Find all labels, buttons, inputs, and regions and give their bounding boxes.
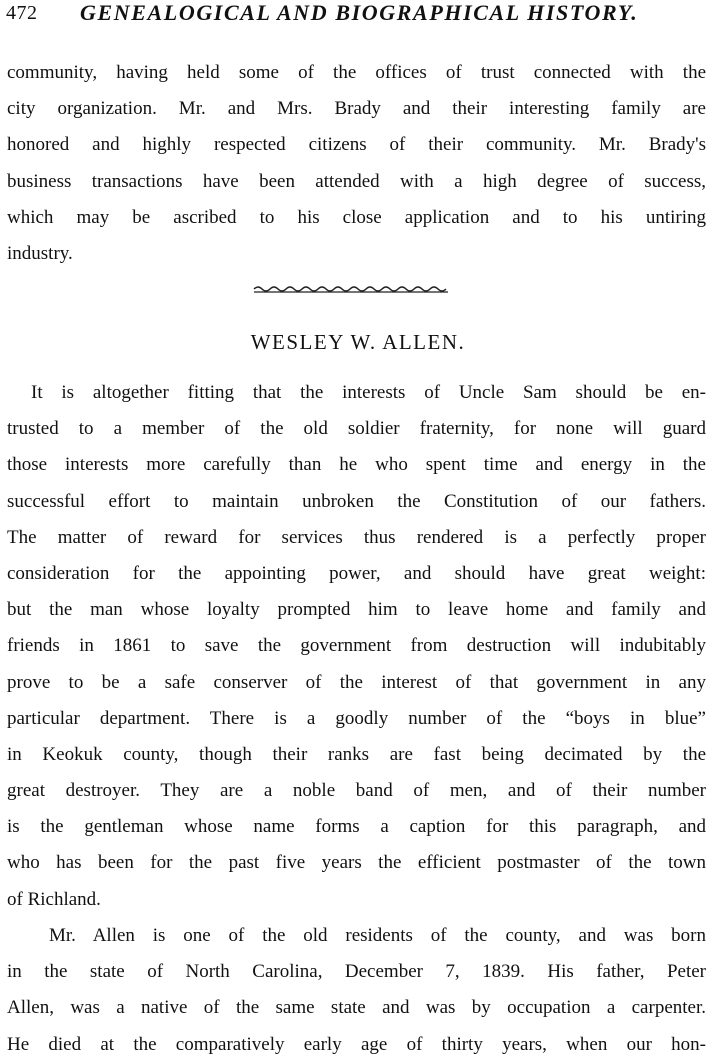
biography-paragraph-2 [7, 918, 706, 1063]
text-line: which may be ascribed to his close application and to his untiring [7, 206, 706, 228]
text-line: consideration for the appointing power, and should have great weight: [7, 562, 706, 584]
text-line: The matter of reward for services thus rendered is a perfectly proper [7, 526, 706, 548]
text-line: community, having held some of the offices of trust connected with the [7, 62, 706, 83]
text-line: Mr. Allen is one of the old residents of the county, and was born [49, 925, 706, 946]
text-line: those interests more carefully than he who spent time and energy in the [7, 454, 706, 476]
text-line: in the state of North Carolina, December 7, 1839. His father, Peter [7, 961, 706, 983]
text-line: He died at the comparatively early age of thirty years, when our hon- [7, 1033, 706, 1055]
text-line: It is altogether fitting that the interests of Uncle Sam should be en- [31, 382, 706, 403]
text-line: particular department. There is a goodly number of the “boys in blue” [7, 707, 706, 729]
section-heading: WESLEY W. ALLEN. [250, 330, 466, 354]
page-number: 472 [6, 2, 38, 24]
text-line: friends in 1861 to save the government from destruction will indubitably [7, 635, 706, 657]
running-title: GENEALOGICAL AND BIOGRAPHICAL HISTORY. [80, 0, 639, 25]
wavy-divider-ornament [252, 282, 450, 296]
text-line: successful effort to maintain unbroken the Constitution of our fathers. [7, 490, 706, 512]
text-line: city organization. Mr. and Mrs. Brady and their interesting family are [7, 98, 706, 120]
text-line: of Richland. [7, 888, 101, 910]
continuation-paragraph [7, 55, 706, 272]
text-line: prove to be a safe conserver of the interest of that government in any [7, 671, 706, 693]
text-line: business transactions have been attended with a high degree of success, [7, 170, 706, 192]
biography-paragraph-1 [7, 375, 706, 918]
text-line: but the man whose loyalty prompted him to leave home and family and [7, 599, 706, 621]
text-line: is the gentleman whose name forms a caption for this paragraph, and [7, 816, 706, 838]
text-line: in Keokuk county, though their ranks are fast being decimated by the [7, 743, 706, 765]
text-line: trusted to a member of the old soldier fraternity, for none will guard [7, 418, 706, 440]
text-line: who has been for the past five years the efficient postmaster of the town [7, 852, 706, 874]
page-header [0, 0, 716, 34]
text-line: honored and highly respected citizens of their community. Mr. Brady's [7, 134, 706, 156]
text-line: great destroyer. They are a noble band of men, and of their number [7, 780, 706, 802]
text-line: industry. [7, 242, 73, 264]
text-line: Allen, was a native of the same state and was by occupation a carpenter. [7, 997, 706, 1019]
